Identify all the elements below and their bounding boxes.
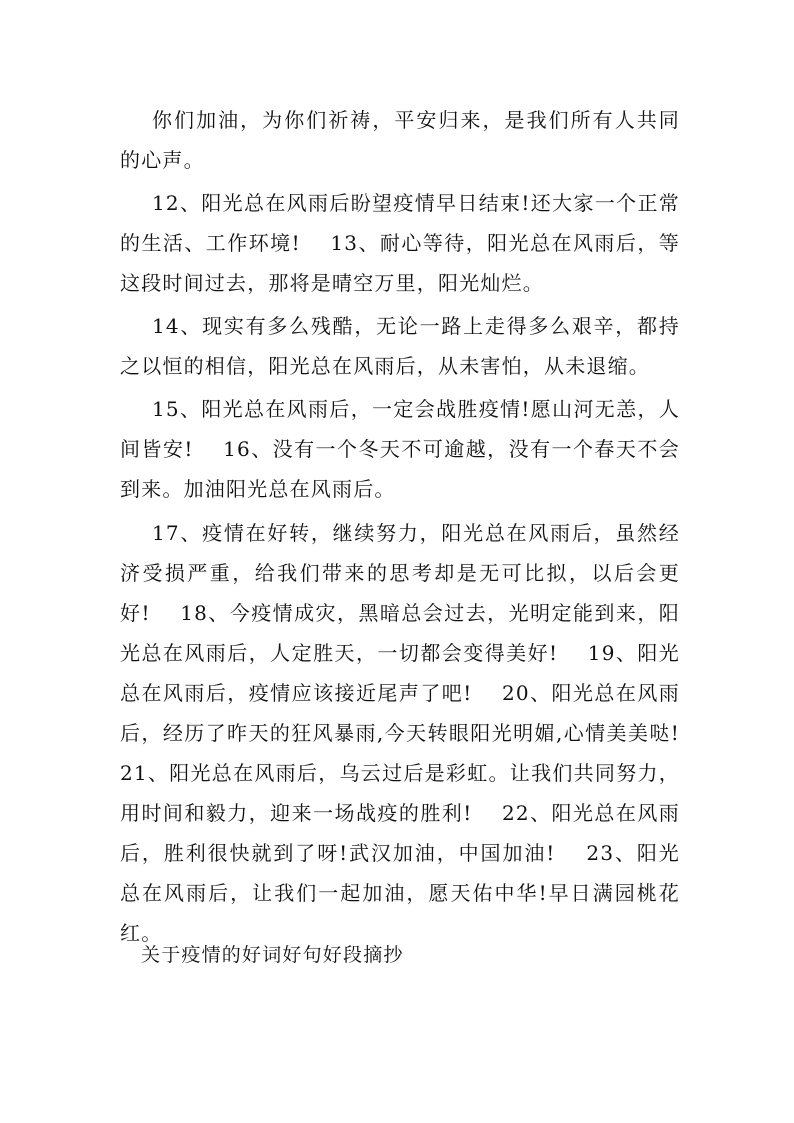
paragraph-5: 17、疫情在好转，继续努力，阳光总在风雨后，虽然经济受损严重，给我们带来的思考却是无可比拟，以后会更好! 18、今疫情成灾，黑暗总会过去，光明定能到来，阳光总在风雨后，人定胜天，一切都会变得美好! 19、阳光总在风雨后，疫情应该接近尾声了吧! 20、阳光总在风雨后，经历了昨天的狂风暴雨,今天转眼阳光明媚,心情美美哒! 21、阳光总在风雨后，乌云过后是彩虹。让我们共同努力，用时间和毅力，迎来一场战疫的胜利! 22、阳光总在风雨后，胜利很快就到了呀!武汉加油，中国加油! 23、阳光总在风雨后，让我们一起加油，愿天佑中华!早日满园桃花红。 [120, 521, 709, 945]
section-title: 关于疫情的好词好句好段摘抄 [141, 944, 404, 966]
paragraph-4: 15、阳光总在风雨后，一定会战胜疫情!愿山河无恙，人间皆安! 16、没有一个冬天不可逾越，没有一个春天不会到来。加油阳光总在风雨后。 [120, 397, 680, 501]
paragraph-2: 12、阳光总在风雨后盼望疫情早日结束!还大家一个正常的生活、工作环境! 13、耐心等待，阳光总在风雨后，等这段时间过去，那将是晴空万里，阳光灿烂。 [120, 191, 680, 295]
paragraph-3: 14、现实有多么残酷，无论一路上走得多么艰辛，都持之以恒的相信，阳光总在风雨后，从未害怕，从未退缩。 [120, 314, 680, 378]
paragraph-1: 你们加油，为你们祈祷，平安归来，是我们所有人共同的心声。 [120, 108, 680, 172]
